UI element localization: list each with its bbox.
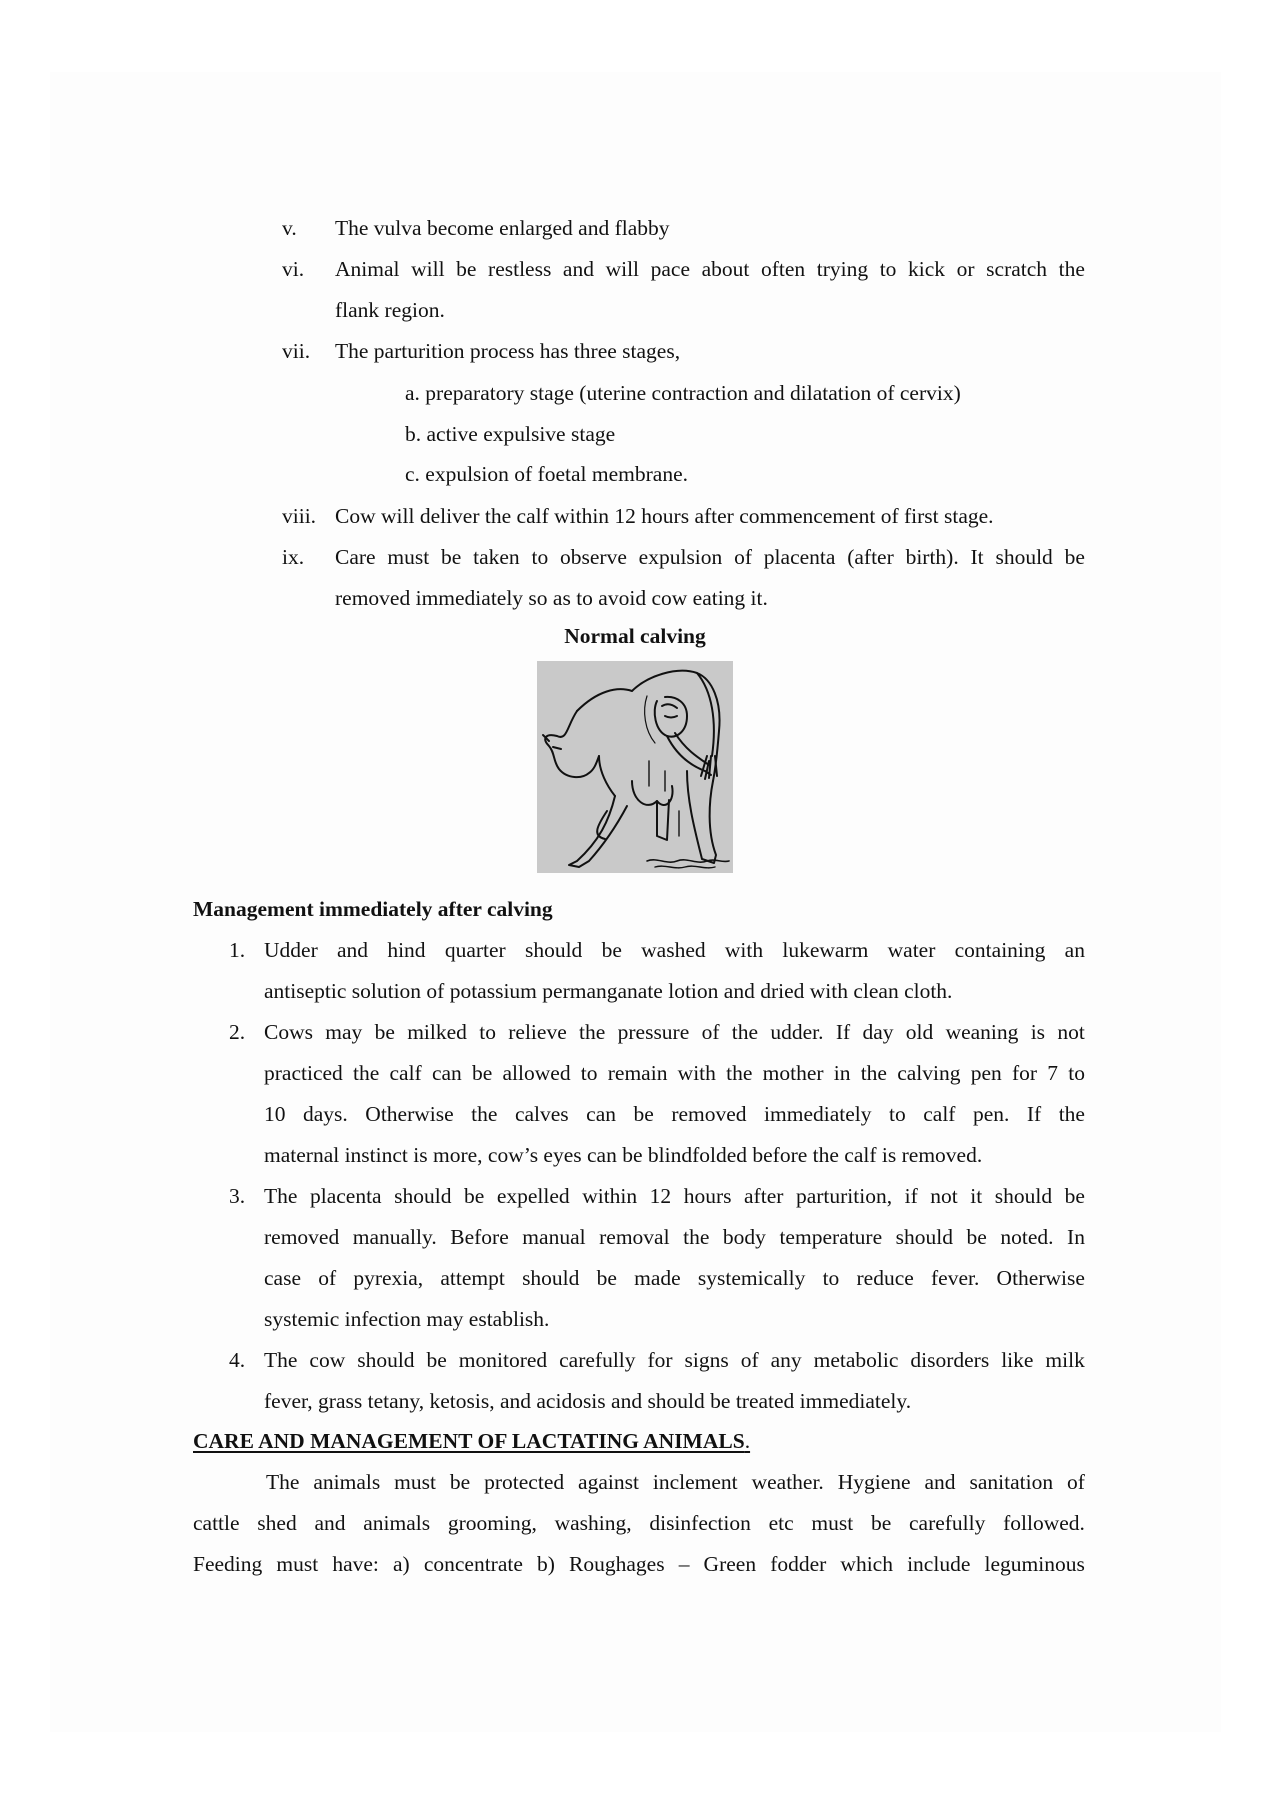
- list-marker: vi.: [282, 257, 305, 281]
- list-item-text: removed immediately so as to avoid cow eating it.: [335, 586, 768, 610]
- list-item-text: 10 days. Otherwise the calves can be removed immediately to calf pen. If the: [264, 1102, 1085, 1126]
- paragraph-line: Feeding must have: a) concentrate b) Roughages – Green fodder which include leguminous: [193, 1552, 1085, 1576]
- heading-text: CARE AND MANAGEMENT OF LACTATING ANIMALS: [193, 1429, 745, 1453]
- list-item-text: practiced the calf can be allowed to remain with the mother in the calving pen for 7 to: [264, 1061, 1085, 1085]
- list-item-text: case of pyrexia, attempt should be made systemically to reduce fever. Otherwise: [264, 1266, 1085, 1290]
- list-item-text: Animal will be restless and will pace about often trying to kick or scratch the: [335, 257, 1085, 281]
- list-marker: v.: [282, 216, 297, 240]
- cow-calving-illustration-icon: [537, 661, 733, 873]
- list-marker: viii.: [282, 504, 317, 528]
- list-item-text: removed manually. Before manual removal the body temperature should be noted. In: [264, 1225, 1085, 1249]
- list-marker: vii.: [282, 339, 311, 363]
- section-heading: Management immediately after calving: [193, 897, 553, 921]
- list-item-text: The parturition process has three stages,: [335, 339, 681, 363]
- section-heading-lactating: [193, 1427, 750, 1455]
- list-marker: 2.: [229, 1020, 246, 1044]
- list-item-text: The cow should be monitored carefully for signs of any metabolic disorders like milk: [264, 1348, 1085, 1372]
- list-item-text: Udder and hind quarter should be washed with lukewarm water containing an: [264, 938, 1085, 962]
- list-item-text: The vulva become enlarged and flabby: [335, 216, 670, 240]
- list-item-text: The placenta should be expelled within 12 hours after parturition, if not it should be: [264, 1184, 1085, 1208]
- list-marker: ix.: [282, 545, 305, 569]
- stage-item: c. expulsion of foetal membrane.: [405, 462, 688, 486]
- list-item-text: Care must be taken to observe expulsion of placenta (after birth). It should be: [335, 545, 1085, 569]
- list-item-text: antiseptic solution of potassium permanganate lotion and dried with clean cloth.: [264, 979, 953, 1003]
- list-marker: 4.: [229, 1348, 246, 1372]
- list-item-text: Cow will deliver the calf within 12 hours after commencement of first stage.: [335, 504, 994, 528]
- list-item-text: fever, grass tetany, ketosis, and acidosis and should be treated immediately.: [264, 1389, 912, 1413]
- list-item-text: maternal instinct is more, cow’s eyes can be blindfolded before the calf is removed.: [264, 1143, 983, 1167]
- heading-period: .: [744, 1429, 751, 1453]
- list-item-text: Cows may be milked to relieve the pressure of the udder. If day old weaning is not: [264, 1020, 1085, 1044]
- stage-item: a. preparatory stage (uterine contraction and dilatation of cervix): [405, 381, 961, 405]
- list-marker: 1.: [229, 938, 246, 962]
- list-item-text: flank region.: [335, 298, 445, 322]
- list-item-text: systemic infection may establish.: [264, 1307, 550, 1331]
- list-marker: 3.: [229, 1184, 246, 1208]
- paragraph-line: The animals must be protected against inclement weather. Hygiene and sanitation of: [266, 1470, 1085, 1494]
- stage-item: b. active expulsive stage: [405, 422, 616, 446]
- paragraph-line: cattle shed and animals grooming, washing, disinfection etc must be carefully followed.: [193, 1511, 1085, 1535]
- figure-caption: Normal calving: [564, 624, 706, 648]
